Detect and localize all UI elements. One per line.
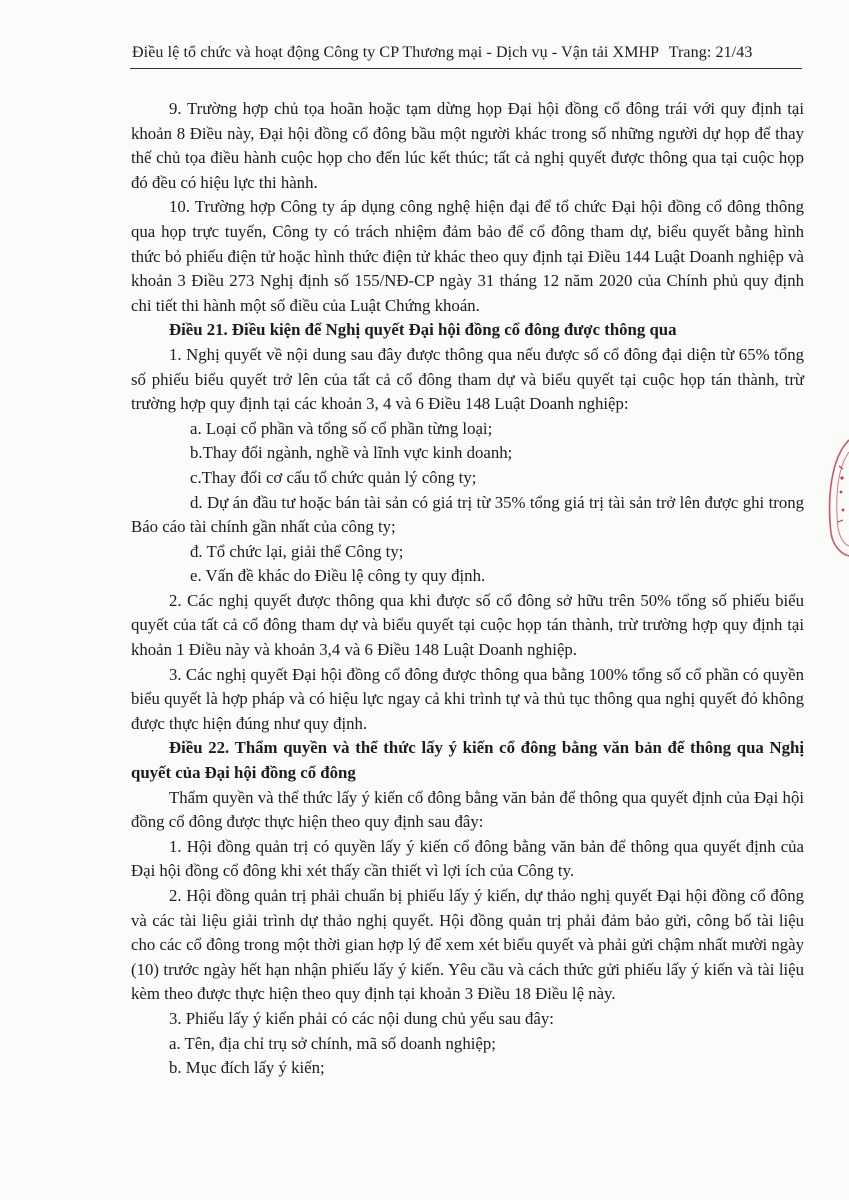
red-seal-stamp: [819, 438, 849, 558]
article-22-clause-2: 2. Hội đồng quản trị phải chuẩn bị phiếu lấy ý kiến, dự thảo nghị quyết Đại hội đồng cổ đông và các tài liệu giải trình dự thảo nghị quyết. Hội đồng quản trị phải đảm bảo gửi, công bố tài liệu cho các cổ đông trong một thời gian hợp lý để xem xét biểu quyết và phải gửi chậm nhất mười ngày (10) trước ngày hết hạn nhận phiếu lấy ý kiến. Yêu cầu và cách thức gửi phiếu lấy ý kiến và tài liệu kèm theo được thực hiện theo quy định tại khoản 3 Điều 18 Điều lệ này.: [131, 886, 804, 1004]
page-header: [132, 44, 802, 62]
header-divider: [130, 68, 802, 69]
page-number: Trang: 21/43: [668, 44, 753, 61]
article-22-clause-1: 1. Hội đồng quản trị có quyền lấy ý kiến cổ đông bằng văn bản để thông qua quyết định của Đại hội đồng cổ đông khi xét thấy cần thiết vì lợi ích của Công ty.: [131, 836, 804, 881]
document-body: [131, 97, 804, 1081]
list-item-b: b. Mục đích lấy ý kiến;: [169, 1058, 325, 1078]
paragraph-clause-10: 10. Trường hợp Công ty áp dụng công nghệ hiện đại để tổ chức Đại hội đồng cổ đông thông qua họp trực tuyến, Công ty có trách nhiệm đảm bảo để cổ đông tham dự, biểu quyết bằng hình thức bỏ phiếu điện tử hoặc hình thức điện tử khác theo quy định tại Điều 144 Luật Doanh nghiệp và khoản 3 Điều 273 Nghị định số 155/NĐ-CP ngày 31 tháng 12 năm 2020 của Chính phủ quy định chi tiết thi hành một số điều của Luật Chứng khoán.: [131, 197, 804, 315]
list-item-a: a. Loại cổ phần và tổng số cổ phần từng loại;: [190, 418, 493, 438]
article-22-clause-3: 3. Phiếu lấy ý kiến phải có các nội dung chủ yếu sau đây:: [169, 1008, 554, 1028]
list-item-a: a. Tên, địa chỉ trụ sở chính, mã số doanh nghiệp;: [169, 1033, 496, 1053]
article-21-heading: Điều 21. Điều kiện để Nghị quyết Đại hội đồng cổ đông được thông qua: [169, 320, 677, 340]
list-item-b: b.Thay đổi ngành, nghề và lĩnh vực kinh doanh;: [190, 443, 513, 463]
article-21-clause-2: 2. Các nghị quyết được thông qua khi được số cổ đông sở hữu trên 50% tổng số phiếu biểu quyết của tất cả cổ đông tham dự và biểu quyết tại cuộc họp tán thành, trừ trường hợp quy định tại khoản 1 Điều này và khoản 3,4 và 6 Điều 148 Luật Doanh nghiệp.: [131, 590, 804, 660]
article-22-heading: Điều 22. Thẩm quyền và thể thức lấy ý kiến cổ đông bằng văn bản để thông qua Nghị quyết của Đại hội đồng cổ đông: [131, 738, 804, 783]
list-item-d: d. Dự án đầu tư hoặc bán tài sản có giá trị từ 35% tổng giá trị tài sản trở lên được ghi trong Báo cáo tài chính gần nhất của công ty;: [131, 492, 804, 537]
seal-stamp-icon: [819, 438, 849, 558]
paragraph-clause-9: 9. Trường hợp chủ tọa hoãn hoặc tạm dừng họp Đại hội đồng cổ đông trái với quy định tại khoản 8 Điều này, Đại hội đồng cổ đông bầu một người khác trong số những người dự họp để thay thế chủ tọa điều hành cuộc họp cho đến lúc kết thúc; tất cả nghị quyết được thông qua tại cuộc họp đó đều có hiệu lực thi hành.: [131, 99, 804, 192]
article-21-clause-3: 3. Các nghị quyết Đại hội đồng cổ đông được thông qua bằng 100% tổng số cổ phần có quyền biểu quyết là hợp pháp và có hiệu lực ngay cả khi trình tự và thủ tục thông qua nghị quyết đó không được thực hiện đúng như quy định.: [131, 664, 804, 733]
article-21-clause-1: 1. Nghị quyết về nội dung sau đây được thông qua nếu được số cổ đông đại diện từ 65% tổng số phiếu biểu quyết trở lên của tất cả cổ đông tham dự và biểu quyết tại cuộc họp tán thành, trừ trường hợp quy định tại các khoản 3, 4 và 6 Điều 148 Luật Doanh nghiệp:: [131, 344, 804, 414]
list-item-dd: đ. Tổ chức lại, giải thể Công ty;: [190, 541, 404, 561]
document-title: Điều lệ tổ chức và hoạt động Công ty CP Thương mại - Dịch vụ - Vận tải XMHP: [132, 44, 659, 61]
list-item-e: e. Vấn đề khác do Điều lệ công ty quy định.: [190, 566, 486, 586]
article-22-intro: Thẩm quyền và thể thức lấy ý kiến cổ đông bằng văn bản để thông qua quyết định của Đại hội đồng cổ đông được thực hiện theo quy định sau đây:: [131, 787, 804, 832]
list-item-c: c.Thay đổi cơ cấu tổ chức quản lý công ty;: [190, 467, 477, 487]
